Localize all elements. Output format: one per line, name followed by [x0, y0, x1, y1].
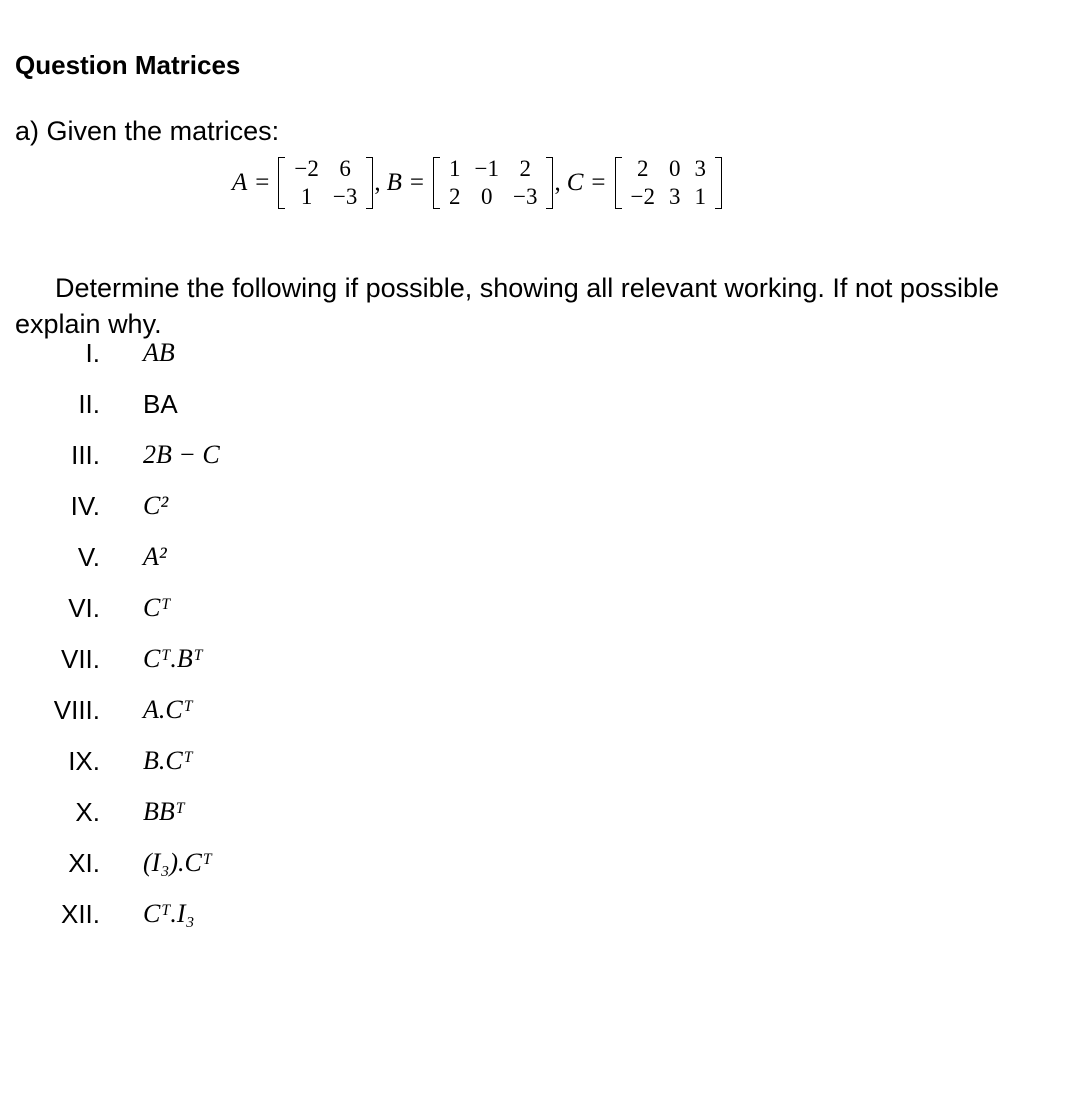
question-expression: Cᵀ.I₃ — [143, 899, 195, 928]
matrix-cell: 3 — [669, 184, 681, 209]
matrix-name-1: B — [386, 169, 402, 196]
matrix-separator: , — [374, 169, 381, 196]
question-expression: (I₃).Cᵀ — [143, 848, 212, 877]
equals-sign: = — [591, 169, 606, 196]
list-item — [0, 695, 400, 735]
page-title: Question Matrices — [15, 50, 241, 80]
question-numeral: II. — [78, 389, 100, 419]
list-item — [0, 440, 400, 480]
question-numeral: VII. — [60, 644, 100, 674]
matrix-definitions — [232, 150, 723, 216]
question-numeral: XI. — [68, 848, 100, 878]
part-a-label: a) Given the matrices: — [15, 116, 280, 146]
question-numeral: V. — [77, 542, 100, 572]
question-expression: BBᵀ — [143, 797, 185, 826]
instruction-text: Determine the following if possible, showing all relevant working. If not possible explain why. — [15, 273, 999, 339]
list-item — [0, 338, 400, 378]
matrix-1 — [432, 155, 554, 211]
list-item — [0, 644, 400, 684]
list-item — [0, 389, 400, 429]
question-numeral: IV. — [70, 491, 100, 521]
question-expression: Cᵀ — [143, 593, 171, 622]
question-numeral: VI. — [68, 593, 100, 623]
question-numeral: I. — [85, 338, 100, 368]
question-expression: 2B − C — [143, 440, 220, 469]
matrix-cell: 3 — [694, 156, 706, 181]
question-numeral: XII. — [60, 899, 100, 929]
matrix-cell: −3 — [332, 184, 358, 209]
question-expression: Cᵀ.Bᵀ — [143, 644, 203, 673]
question-numeral: IX. — [68, 746, 100, 776]
matrix-2 — [614, 155, 723, 211]
question-expression: C² — [143, 491, 169, 520]
equals-sign: = — [409, 169, 424, 196]
matrix-cell: 1 — [449, 156, 461, 181]
matrix-cell: −1 — [474, 156, 499, 181]
matrix-name-2: C — [566, 169, 584, 196]
matrix-cell: 6 — [339, 156, 351, 181]
question-expression: AB — [143, 338, 175, 367]
matrix-cell: 2 — [637, 156, 649, 181]
list-item — [0, 848, 400, 888]
matrix-separator: , — [554, 169, 561, 196]
matrix-name-0: A — [232, 169, 248, 196]
list-item — [0, 542, 400, 582]
matrix-cell: 0 — [480, 184, 493, 209]
list-item — [0, 491, 400, 531]
list-item — [0, 899, 400, 939]
list-item — [0, 593, 400, 633]
question-numeral: III. — [71, 440, 100, 470]
matrix-cell: 2 — [449, 184, 461, 209]
matrix-cell: −2 — [630, 184, 655, 209]
list-item — [0, 746, 400, 786]
question-expression: B.Cᵀ — [143, 746, 193, 775]
question-expression: A.Cᵀ — [143, 695, 193, 724]
question-numeral: X. — [75, 797, 100, 827]
question-numeral: VIII. — [53, 695, 100, 725]
equals-sign: = — [255, 169, 270, 196]
matrix-cell: 2 — [519, 156, 531, 181]
list-item — [0, 797, 400, 837]
matrix-cell: 1 — [694, 184, 706, 209]
matrix-cell: −3 — [512, 184, 538, 209]
matrix-cell: −2 — [294, 156, 319, 181]
question-expression: A² — [143, 542, 167, 571]
matrix-0 — [277, 155, 374, 211]
question-expression: BA — [143, 389, 178, 419]
matrix-cell: 1 — [300, 184, 313, 209]
matrix-cell: 0 — [669, 156, 681, 181]
